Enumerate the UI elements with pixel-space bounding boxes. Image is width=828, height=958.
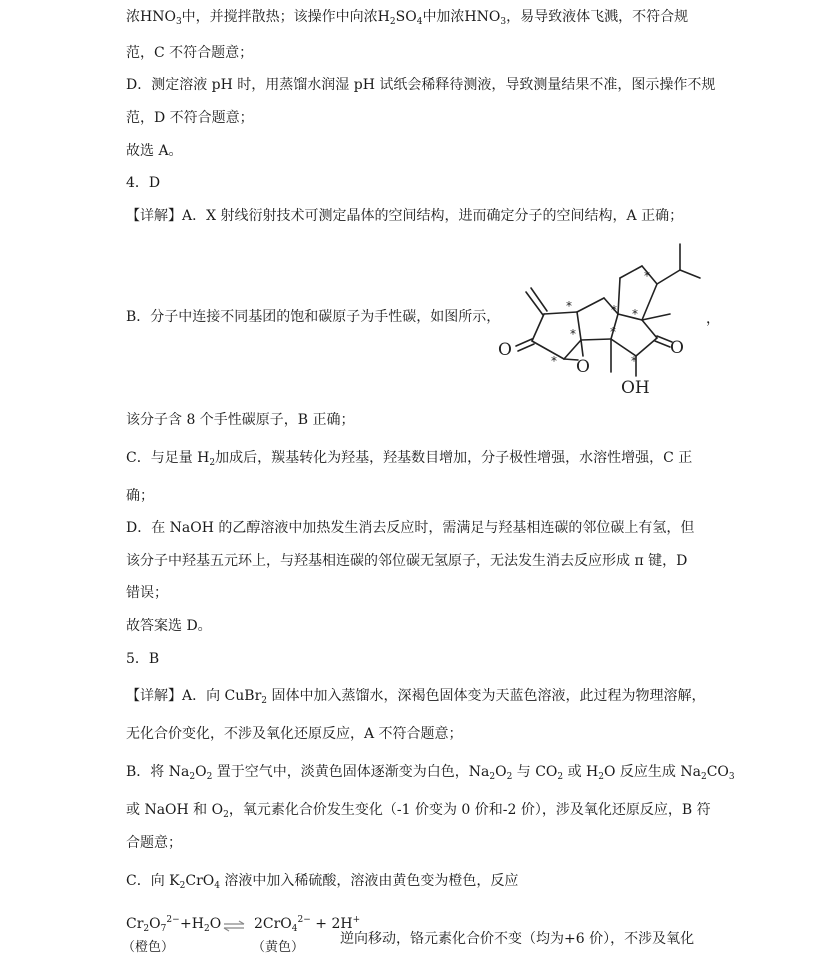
- text-line-10: C．与足量 $H_2$加成后，羰基转化为羟基，羟基数目增加，分子极性增强，水溶性增强，C 正: [126, 450, 693, 468]
- trailing-comma: ，: [706, 311, 720, 327]
- text-line-5: 故选 A。: [126, 143, 183, 159]
- label-yellow: （黄色）: [252, 940, 305, 955]
- text-line-23: 逆向移动，铬元素化合价不变（均为+6 价），不涉及氧化: [340, 931, 695, 947]
- text-line-2: 范，C 不符合题意；: [126, 45, 254, 61]
- chiral-mark: *: [566, 299, 572, 313]
- text-line-12: D．在 NaOH 的乙醇溶液中加热发生消去反应时，需满足与羟基相连碳的邻位碳上有氢，但: [126, 520, 695, 536]
- chiral-mark: *: [644, 269, 650, 283]
- text-line-17: 【详解】A．向 CuBr$_2$ 固体中加入蒸馏水，深褐色固体变为天蓝色溶液，此过程为物理溶解，: [126, 688, 706, 706]
- chromate-ion: 2CrO$_4^{2-}$ + 2H+: [254, 915, 361, 934]
- hydroxyl-group: OH: [621, 378, 650, 396]
- equilibrium-arrow-icon: [223, 920, 245, 932]
- dichromate-ion: $Cr_2O_7^{2-}$: [126, 915, 180, 934]
- text-line-14: 错误；: [126, 585, 168, 601]
- text-line-8: B．分子中连接不同基团的饱和碳原子为手性碳，如图所示，: [126, 309, 501, 325]
- text-line-7: 【详解】A．X 射线衍射技术可测定晶体的空间结构，进而确定分子的空间结构，A 正确；: [126, 208, 684, 224]
- text-line-11: 确；: [126, 488, 154, 504]
- molecule-structure-diagram: [494, 236, 704, 396]
- chiral-mark: *: [610, 325, 616, 339]
- chemical-equation: [122, 915, 826, 958]
- chiral-mark: *: [570, 327, 576, 341]
- label-orange: （橙色）: [122, 940, 175, 955]
- text-line-19: B．将 $Na_2O_2$ 置于空气中，淡黄色固体逐渐变为白色，$Na_2O_2$ 与 $CO_2$ 或 $H_2O$ 反应生成 $Na_2CO_3$: [126, 764, 735, 782]
- text-line-9: 该分子含 8 个手性碳原子，B 正确；: [126, 412, 355, 428]
- text-line-20: 或 NaOH 和 $O_2$，氧元素化合价发生变化（-1 价变为 0 价和-2 价），涉及氧化还原反应，B 符: [126, 802, 711, 820]
- carbonyl-oxygen-right: O: [670, 338, 684, 358]
- text-line-15: 故答案选 D。: [126, 618, 212, 634]
- text-line-18: 无化合价变化，不涉及氧化还原反应，A 不符合题意；: [126, 726, 463, 742]
- chiral-mark: *: [611, 303, 617, 317]
- text-line-4: 范，D 不符合题意；: [126, 110, 254, 126]
- text-line-1: 浓$HNO_3$中，并搅拌散热；该操作中向浓$H_2SO_4$中加浓$HNO_3$，易导致液体飞溅，不符合规: [126, 9, 689, 27]
- answer-heading-4: 4．D: [126, 175, 161, 191]
- text-line-3: D．测定溶液 pH 时，用蒸馏水润湿 pH 试纸会稀释待测液，导致测量结果不准，图示操作不规: [126, 77, 716, 93]
- chiral-mark: *: [551, 354, 557, 368]
- water-term: $+H_2O$: [180, 916, 222, 934]
- answer-heading-5: 5．B: [126, 651, 160, 667]
- text-line-13: 该分子中羟基五元环上，与羟基相连碳的邻位碳无氢原子，无法发生消去反应形成 π 键，D: [126, 553, 688, 569]
- text-line-21: 合题意；: [126, 835, 182, 851]
- carbonyl-oxygen-left: O: [498, 340, 512, 360]
- epoxide-oxygen: O: [576, 357, 590, 377]
- chiral-mark: *: [632, 307, 638, 321]
- text-line-22: C．向 $K_2CrO_4$ 溶液中加入稀硫酸，溶液由黄色变为橙色，反应: [126, 873, 519, 891]
- chiral-mark: *: [631, 354, 637, 368]
